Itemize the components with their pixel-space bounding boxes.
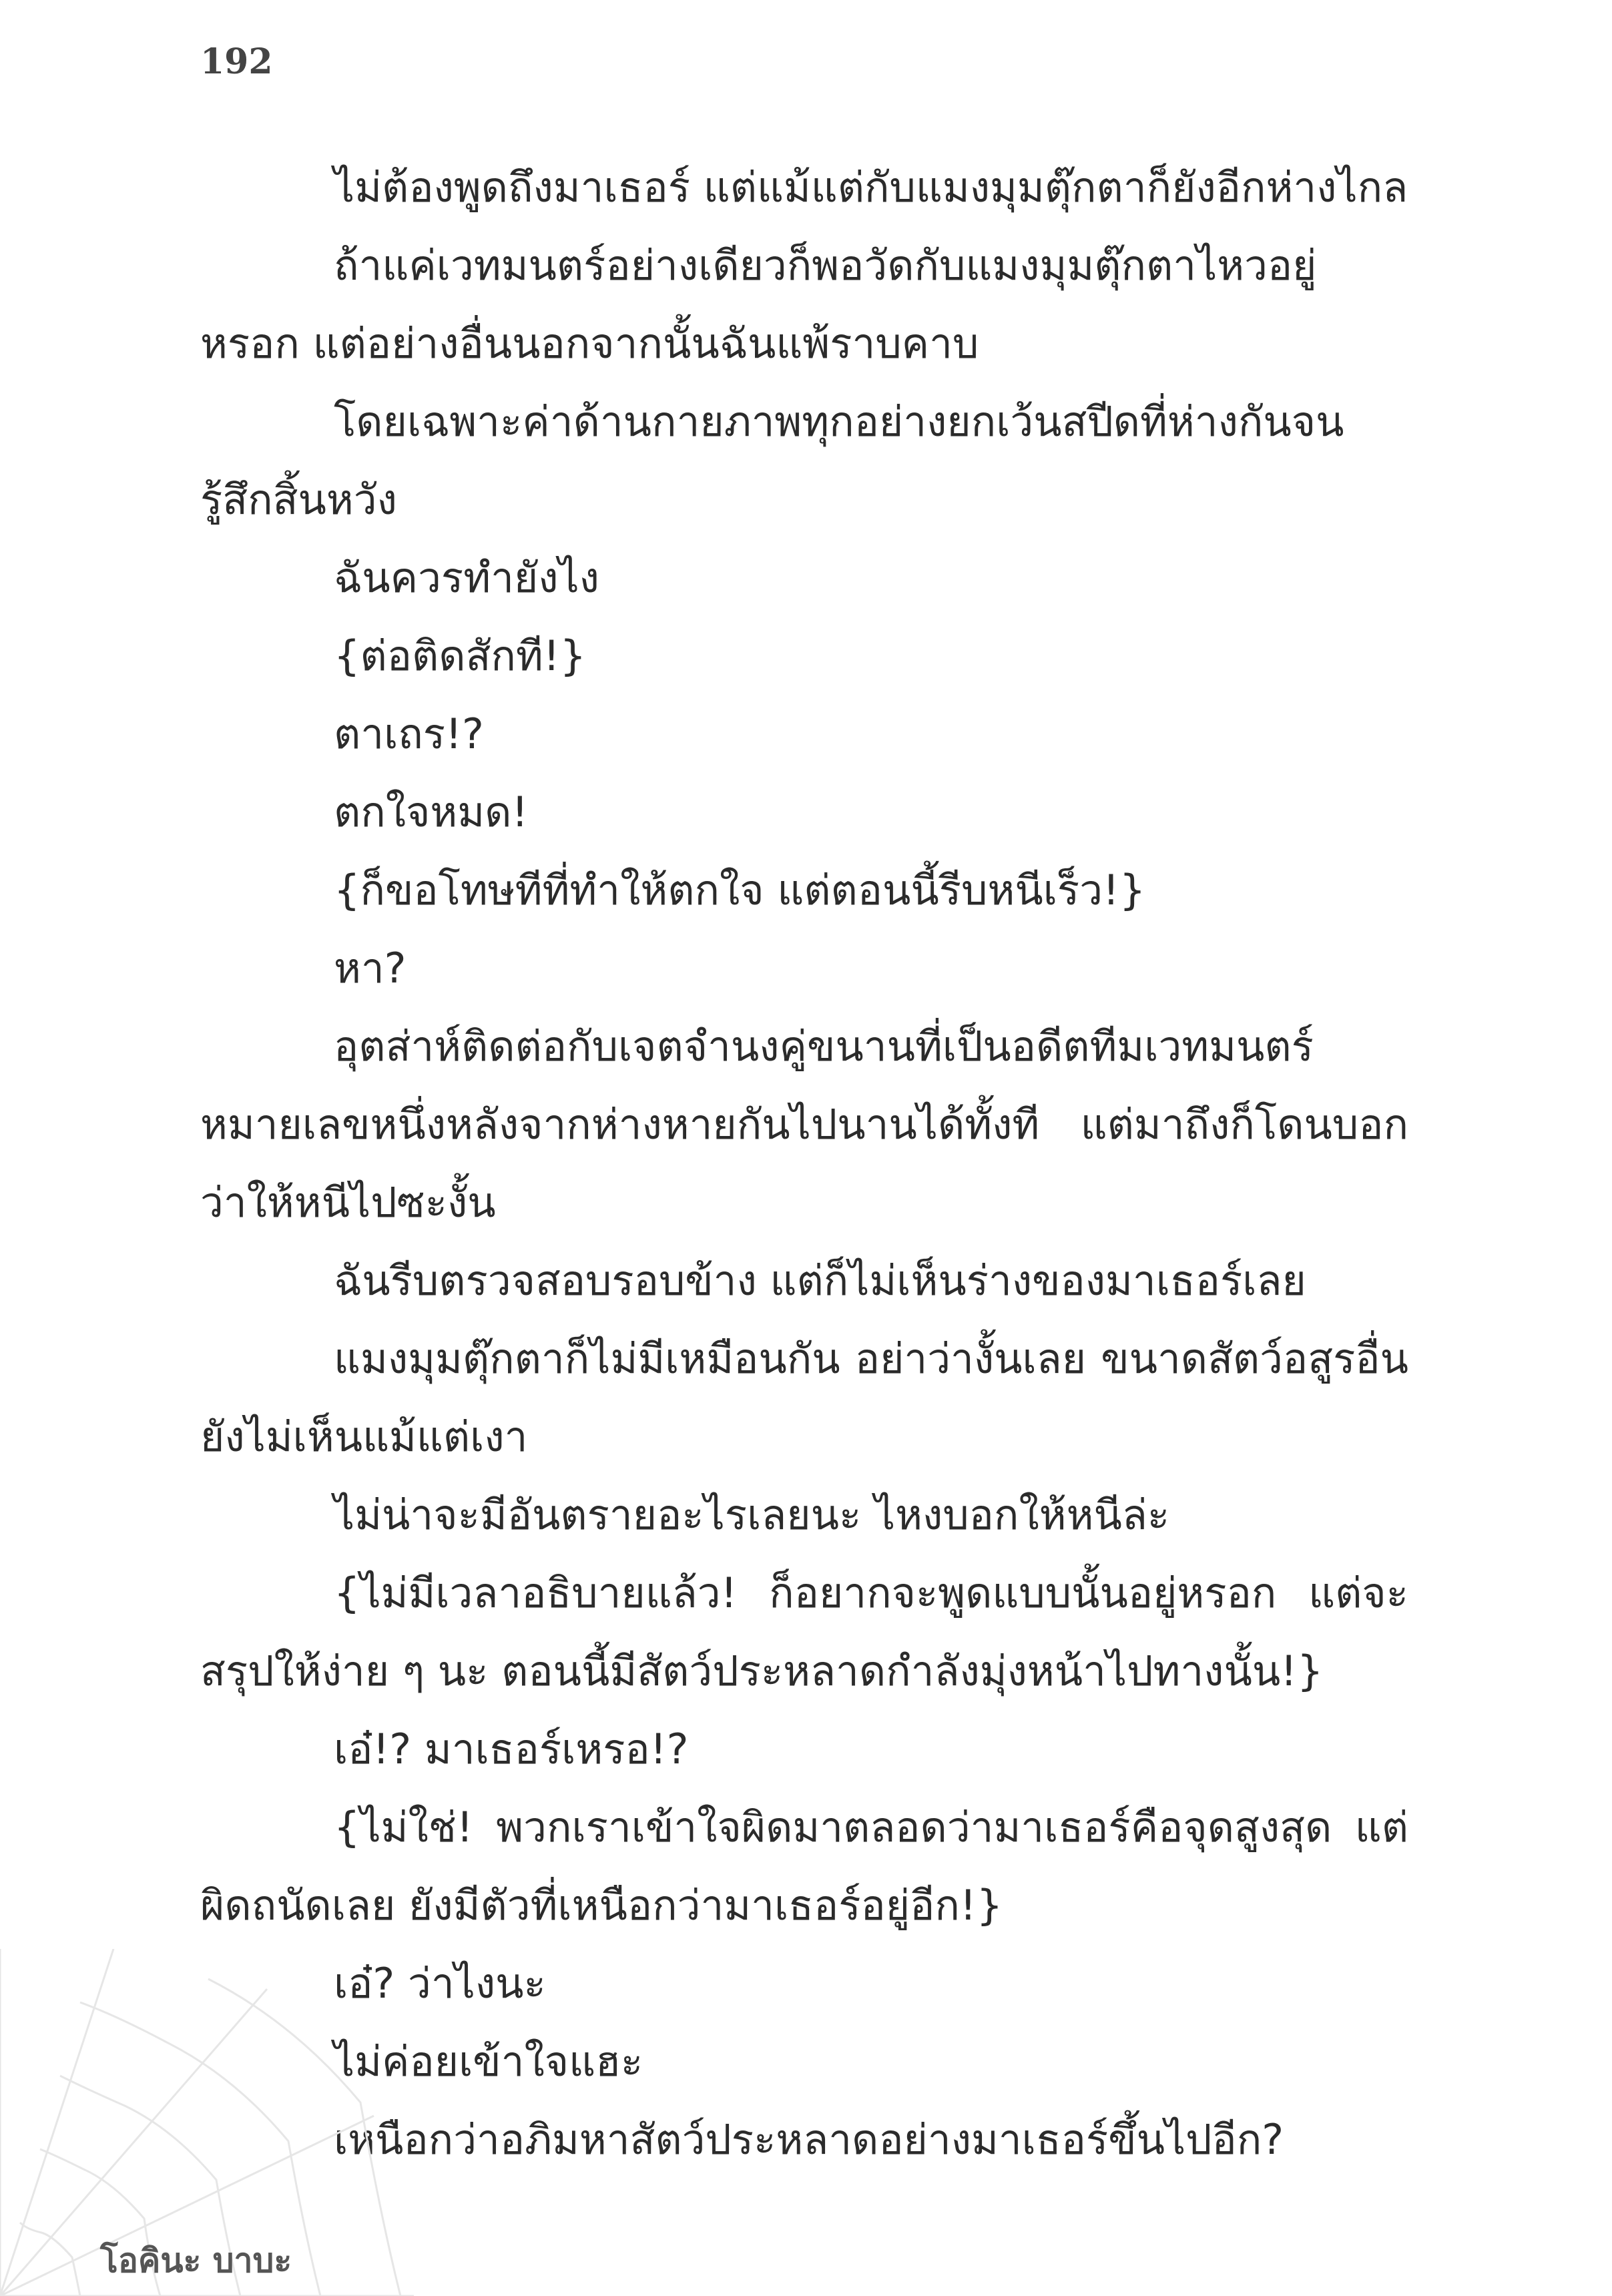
book-title-footer: โอคินะ บาบะ [100,2241,292,2280]
body-text [200,148,1408,2179]
paragraph: เอ๋!? มาเธอร์เหรอ!? [334,1725,689,1773]
paragraph: ฉันรีบตรวจสอบรอบข้าง แต่ก็ไม่เห็นร่างของมาเธอร์เลย [334,1256,1306,1305]
paragraph: {ก็ขอโทษทีที่ทำให้ตกใจ แต่ตอนนี้รีบหนีเร็ว!} [334,866,1146,914]
paragraph: แมงมุมตุ๊กตาก็ไม่มีเหมือนกัน อย่าว่างั้นเลย ขนาดสัตว์อสูรอื่นยังไม่เห็นแม้แต่เงา [200,1334,1408,1461]
paragraph: {ไม่มีเวลาอธิบายแล้ว! ก็อยากจะพูดแบบนั้นอยู่หรอก แต่จะสรุปให้ง่าย ๆ นะ ตอนนี้มีสัตว์ประหลาดกำลังมุ่งหน้าไปทางนั้น!} [200,1568,1408,1695]
paragraph: {ไม่ใช่! พวกเราเข้าใจผิดมาตลอดว่ามาเธอร์คือจุดสูงสุด แต่ผิดถนัดเลย ยังมีตัวที่เหนือกว่ามาเธอร์อยู่อีก!} [200,1803,1408,1930]
paragraph: หา? [334,944,407,992]
paragraph: ไม่ค่อยเข้าใจแฮะ [334,2037,643,2086]
paragraph: เหนือกว่าอภิมหาสัตว์ประหลาดอย่างมาเธอร์ขึ้นไปอีก? [334,2115,1284,2164]
paragraph: ตาเถร!? [334,709,484,758]
paragraph: อุตส่าห์ติดต่อกับเจตจำนงคู่ขนานที่เป็นอดีตทีมเวทมนตร์หมายเลขหนึ่งหลังจากห่างหายกันไปนานได้ทั้งที แต่มาถึงก็โดนบอกว่าให้หนีไปซะงั้น [200,1022,1408,1227]
paragraph: ไม่ต้องพูดถึงมาเธอร์ แต่แม้แต่กับแมงมุมตุ๊กตาก็ยังอีกห่างไกล [334,163,1408,212]
paragraph: ไม่น่าจะมีอันตรายอะไรเลยนะ ไหงบอกให้หนีล่ะ [334,1490,1170,1539]
paragraph: ตกใจหมด! [334,788,529,836]
paragraph: โดยเฉพาะค่าด้านกายภาพทุกอย่างยกเว้นสปีดที่ห่างกันจนรู้สึกสิ้นหวัง [200,397,1344,524]
page-number: 192 [200,41,273,82]
paragraph: {ต่อติดสักที!} [334,631,587,680]
paragraph: ถ้าแค่เวทมนตร์อย่างเดียวก็พอวัดกับแมงมุมตุ๊กตาไหวอยู่หรอก แต่อย่างอื่นนอกจากนั้นฉันแพ้ราบคาบ [200,241,1317,368]
paragraph: ฉันควรทำยังไง [334,553,599,602]
paragraph: เอ๋? ว่าไงนะ [334,1959,546,2008]
